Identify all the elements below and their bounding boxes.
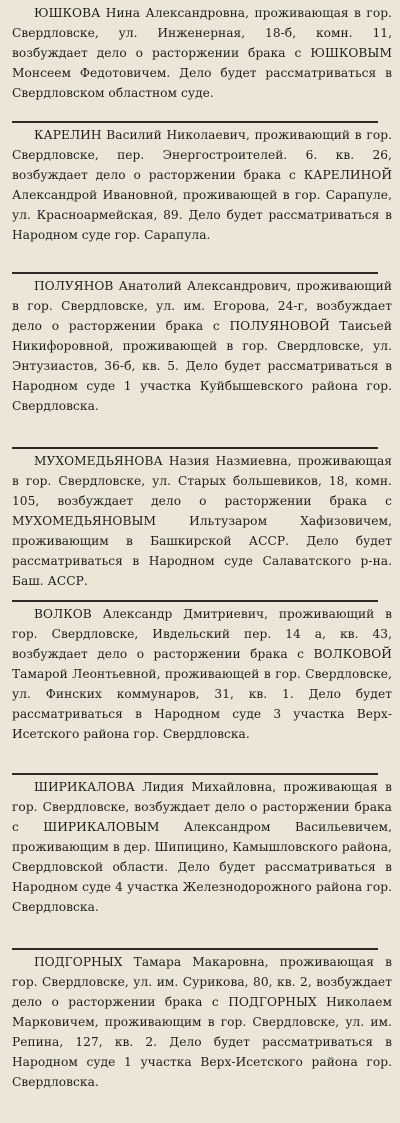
notice-text: КАРЕЛИН Василий Николаевич, проживающий в гор. Свердловске, пер. Энергостроителей. 6. кв. 26, возбуждает дело о расторжении брака с КАРЕЛИНОЙ Александрой Ивановной, проживающей в гор. Сарапуле, ул. Красноармейская, 89. Дело будет рассматриваться в Народном суде гор. Сарапула. (12, 128, 392, 242)
notice-poluyanov (0, 276, 400, 416)
notice-yushkova (0, 3, 400, 103)
divider-rule (12, 948, 378, 950)
divider-rule (12, 272, 378, 274)
notice-text: ЮШКОВА Нина Александровна, проживающая в гор. Свердловске, ул. Инженерная, 18-б, комн. 11, возбуждает дело о расторжении брака с ЮШКОВЫМ Монсеем Федотовичем. Дело будет рассматриваться в Свердловском областном суде. (12, 6, 392, 100)
notice-text: ШИРИКАЛОВА Лидия Михайловна, проживающая в гор. Свердловске, возбуждает дело о расторжении брака с ШИРИКАЛОВЫМ Александром Васильевичем, проживающим в дер. Шипицино, Камышловского района, Свердловской области. Дело будет рассматриваться в Народном суде 4 участка Железнодорожного района гор. Свердловска. (12, 780, 392, 914)
notice-karelin (0, 125, 400, 245)
notice-mukhomedyanova (0, 451, 400, 591)
notice-text: ПОЛУЯНОВ Анатолий Александрович, проживающий в гор. Свердловске, ул. им. Егорова, 24-г, возбуждает дело о расторжении брака с ПОЛУЯНОВОЙ Таисьей Никифоровной, проживающей в гор. Свердловске, ул. Энтузиастов, 36-б, кв. 5. Дело будет рассматриваться в Народном суде 1 участка Куйбышевского района гор. Свердловска. (12, 279, 392, 413)
divider-rule (12, 447, 378, 449)
notice-volkov (0, 604, 400, 744)
notice-podgornykh (0, 952, 400, 1092)
divider-rule (12, 600, 378, 602)
notice-text: МУХОМЕДЬЯНОВА Назия Назмиевна, проживающая в гор. Свердловске, ул. Старых большевиков, 18, комн. 105, возбуждает дело о расторжении брака с МУХОМЕДЬЯНОВЫМ Ильтузаром Хафизовичем, проживающим в Башкирской АССР. Дело будет рассматриваться в Народном суде Салаватского р-на. Баш. АССР. (12, 454, 392, 588)
notice-text: ВОЛКОВ Александр Дмитриевич, проживающий в гор. Свердловске, Ивдельский пер. 14 а, кв. 43, возбуждает дело о расторжении брака с ВОЛКОВОЙ Тамарой Леонтьевной, проживающей в гор. Свердловске, ул. Финских коммунаров, 31, кв. 1. Дело будет рассматриваться в Народном суде 3 участка Верх-Исетского района гор. Свердловска. (12, 607, 392, 741)
notice-shirikalova (0, 777, 400, 917)
notice-text: ПОДГОРНЫХ Тамара Макаровна, проживающая в гор. Свердловске, ул. им. Сурикова, 80, кв. 2, возбуждает дело о расторжении брака с ПОДГОРНЫХ Николаем Марковичем, проживающим в гор. Свердловске, ул. им. Репина, 127, кв. 2. Дело будет рассматриваться в Народном суде 1 участка Верх-Исетского района гор. Свердловска. (12, 955, 392, 1089)
divider-rule (12, 121, 378, 123)
divider-rule (12, 773, 378, 775)
